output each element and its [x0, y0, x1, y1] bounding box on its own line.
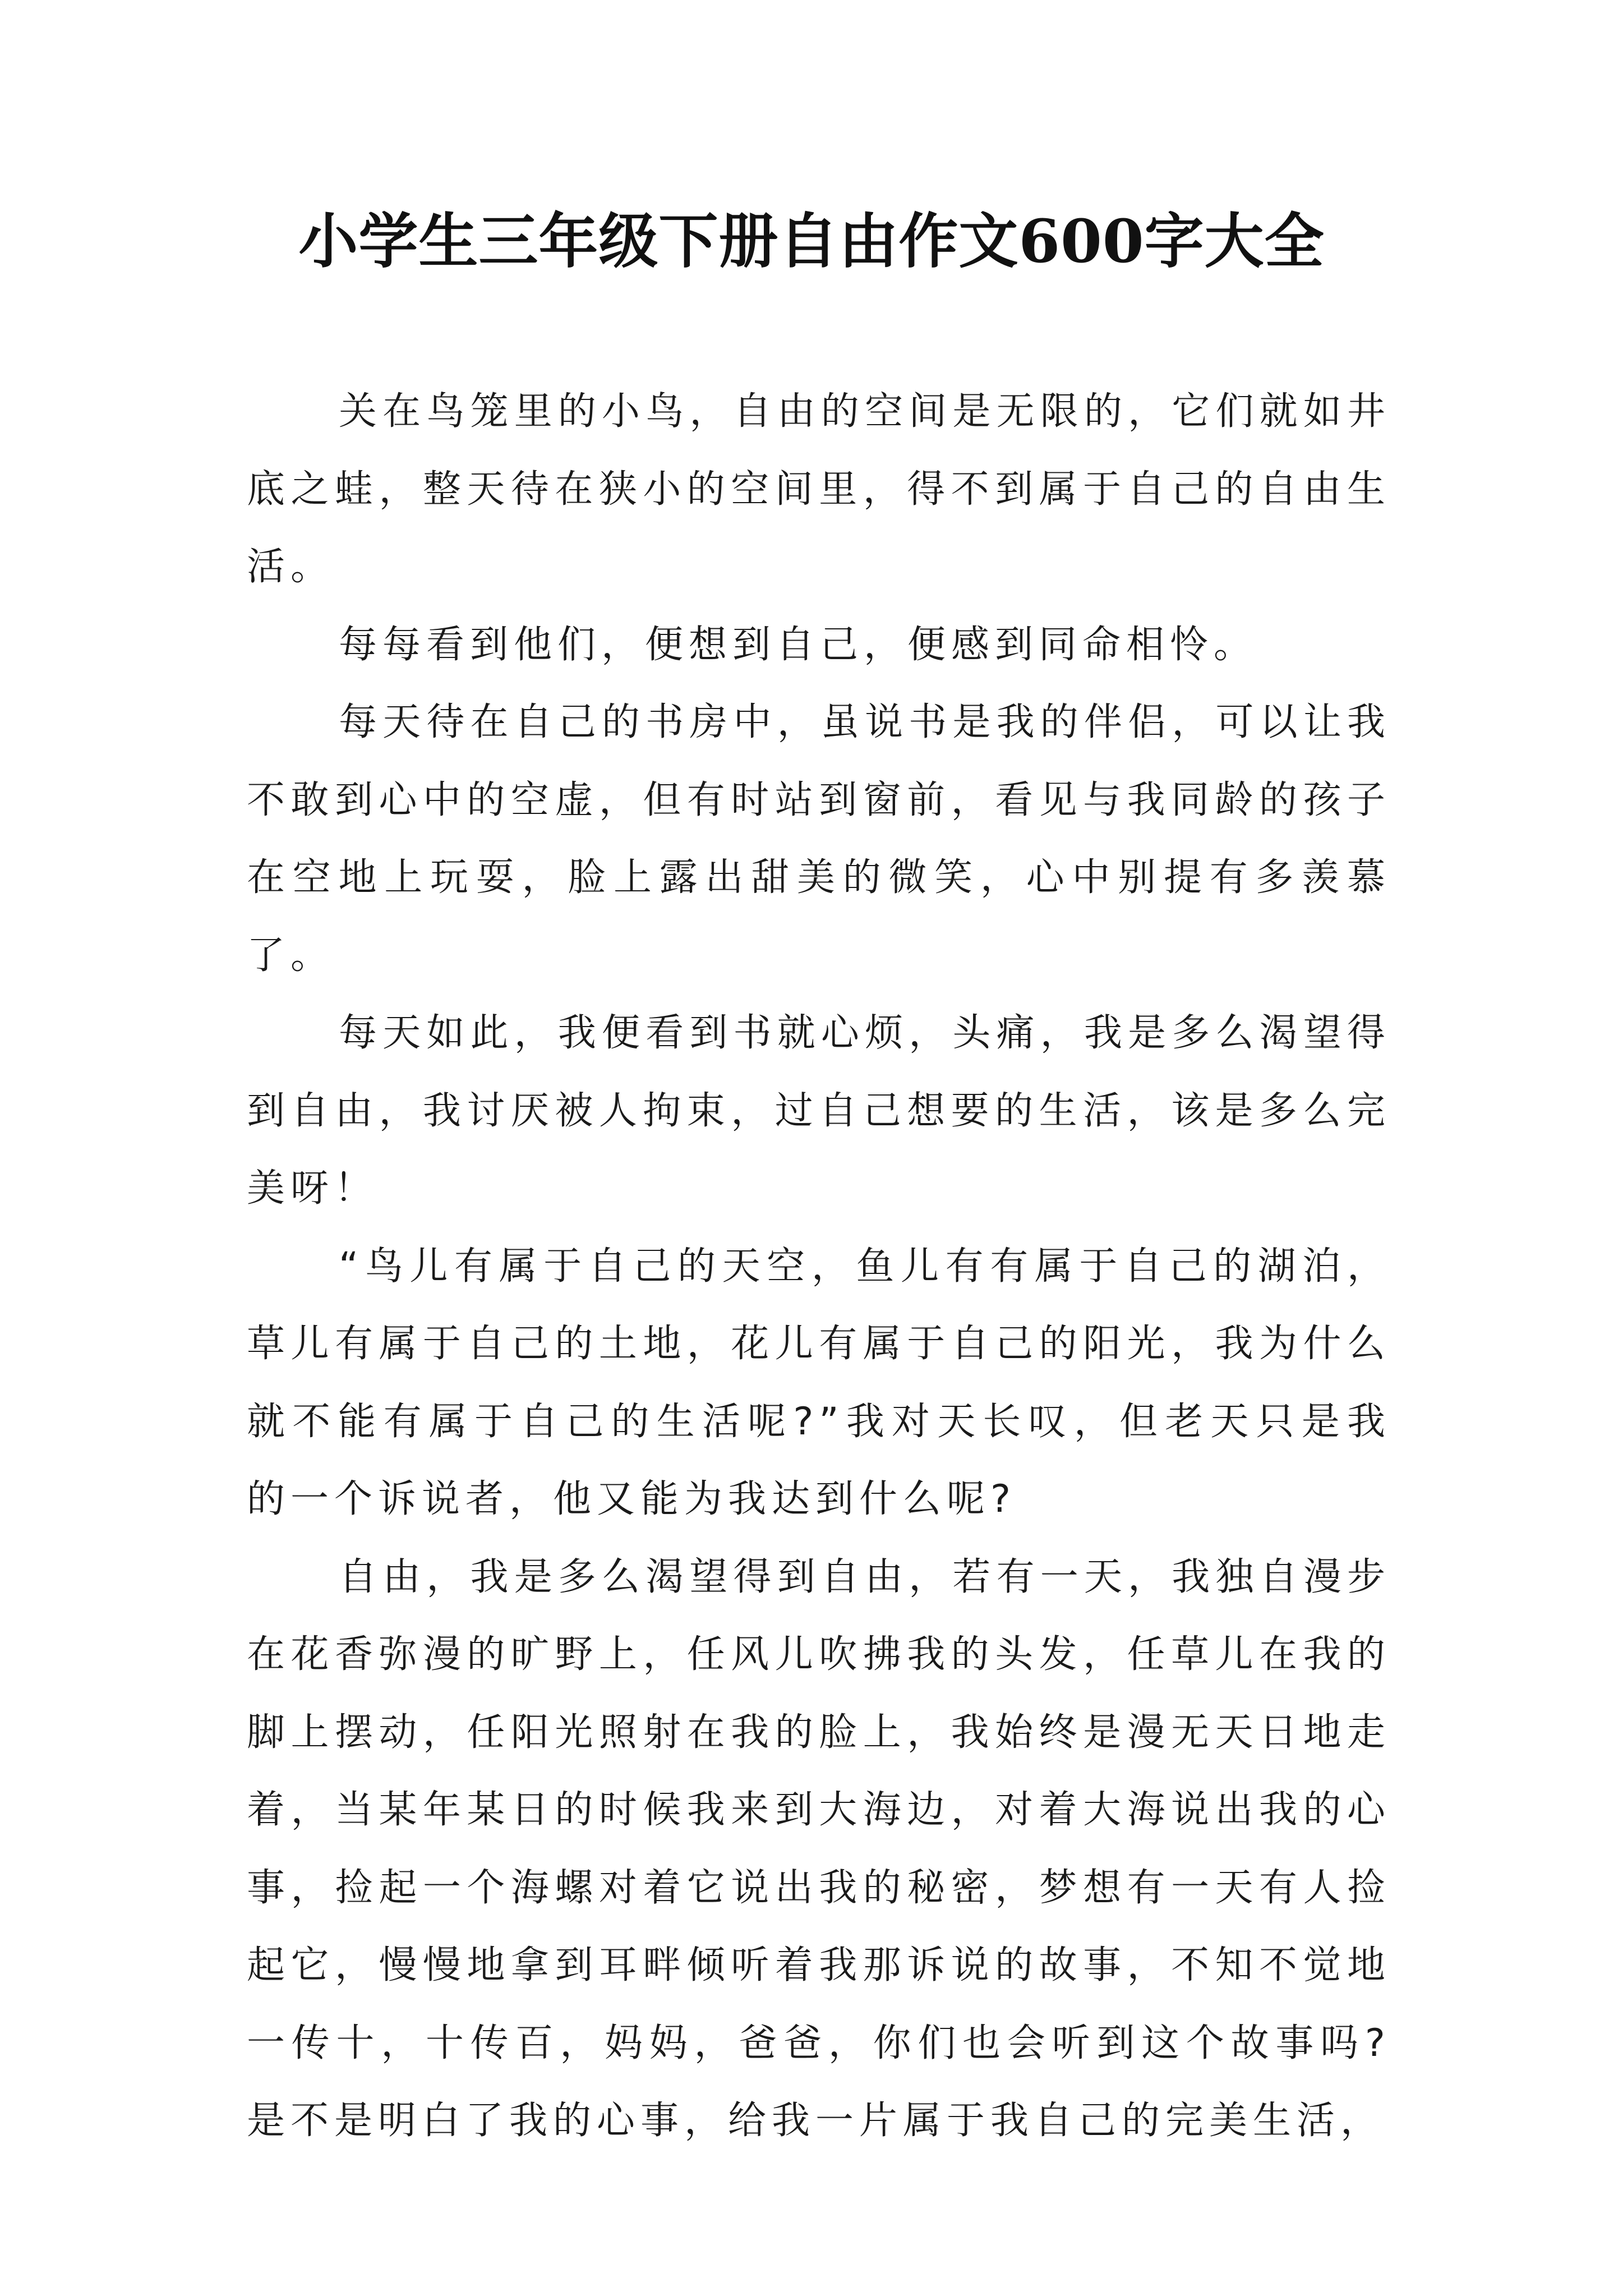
document-body [247, 373, 1391, 2160]
paragraph-2: 每每看到他们，便想到自己，便感到同命相怜。 [339, 622, 1258, 667]
paragraph-6: 自由，我是多么渴望得到自由，若有一天，我独自漫步在花香弥漫的旷野上，任风儿吹拂我的头发，任草儿在我的脚上摆动，任阳光照射在我的脸上，我始终是漫无天日地走着，当某年某日的时候我来到大海边，对着大海说出我的心事，捡起一个海螺对着它说出我的秘密，梦想有一天有人捡起它，慢慢地拿到耳畔倾听着我那诉说的故事，不知不觉地一传十，十传百，妈妈，爸爸，你们也会听到这个故事吗?是不是明白了我的心事，给我一片属于我自己的完美生活， [247, 1554, 1391, 2143]
paragraph-4: 每天如此，我便看到书就心烦，头痛，我是多么渴望得到自由，我讨厌被人拘束，过自己想要的生活，该是多么完美呀！ [247, 1011, 1391, 1211]
paragraph-5: “鸟儿有属于自己的天空，鱼儿有有属于自己的湖泊，草儿有属于自己的土地，花儿有属于自己的阳光，我为什么就不能有属于自己的生活呢?”我对天长叹，但老天只是我的一个诉说者，他又能为我达到什么呢? [247, 1244, 1391, 1521]
document-title: 小学生三年级下册自由作文600字大全 [298, 206, 1325, 276]
paragraph-1: 关在鸟笼里的小鸟，自由的空间是无限的，它们就如井底之蛙，整天待在狭小的空间里，得不到属于自己的自由生活。 [247, 389, 1391, 589]
paragraph-3: 每天待在自己的书房中，虽说书是我的伴侣，可以让我不敢到心中的空虚，但有时站到窗前，看见与我同龄的孩子在空地上玩耍，脸上露出甜美的微笑，心中别提有多羡慕了。 [247, 700, 1391, 978]
